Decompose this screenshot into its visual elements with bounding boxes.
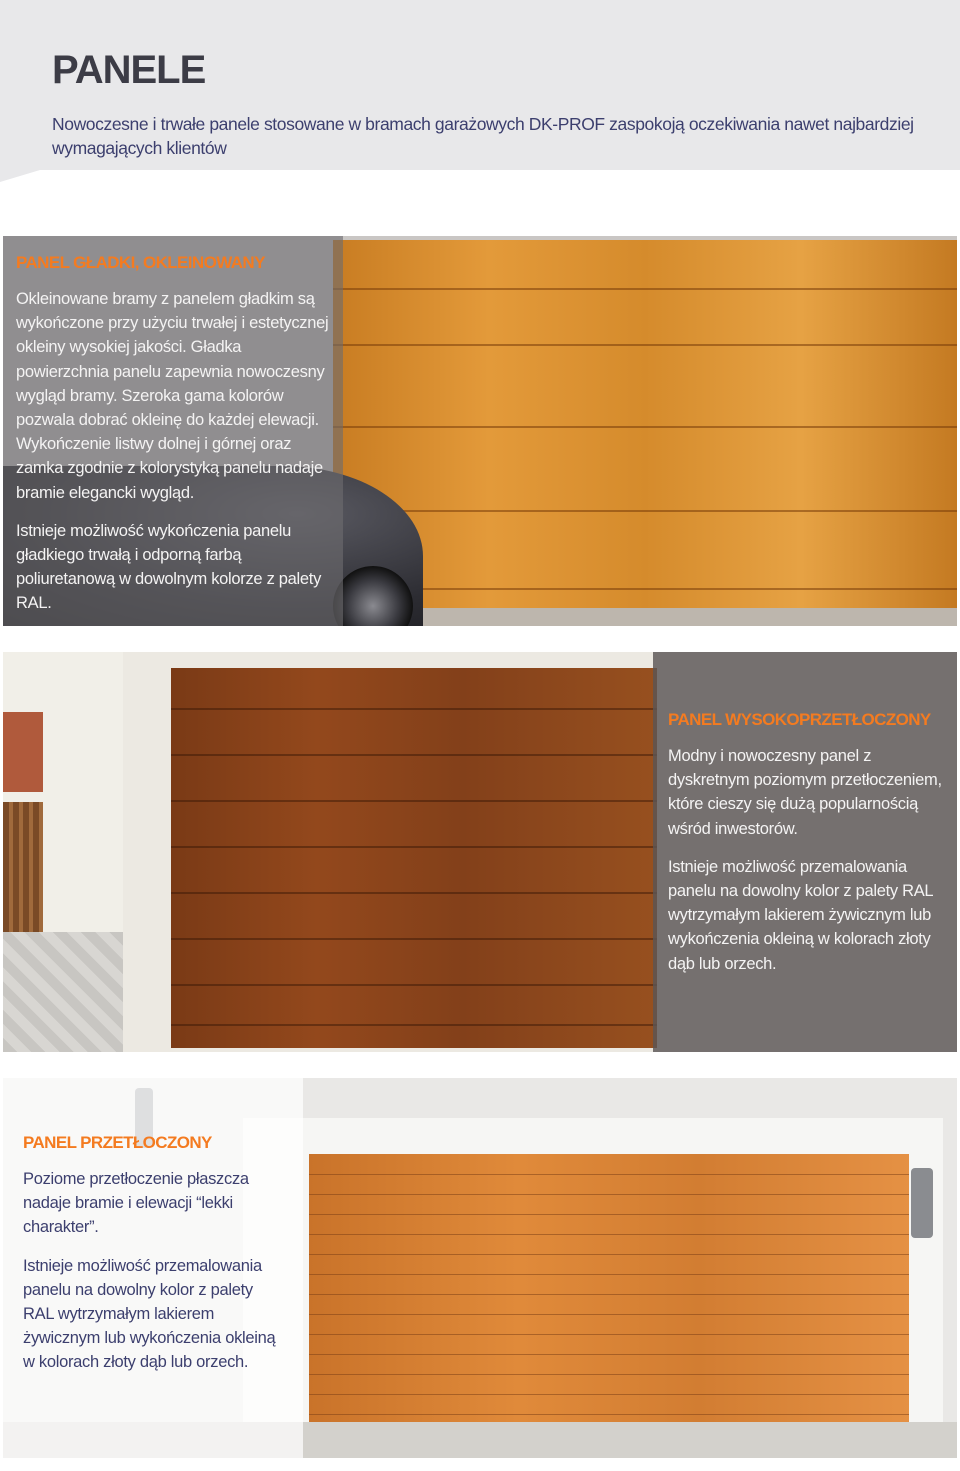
garage-door-walnut [171,668,657,1048]
page-title: PANELE [52,48,206,92]
section-paragraph: Istnieje możliwość przemalowania panelu na dowolny kolor z palety RAL wytrzymałym lakierem żywicznym lub wykończenia okleiną w kolorach złoty dąb lub orzech. [668,857,933,973]
section-heading: PANEL GŁADKI, OKLEINOWANY [16,253,265,272]
garage-door-golden-oak [309,1154,909,1458]
section-text-2 [668,710,950,990]
wall-lamp-icon [911,1168,933,1238]
section-paragraph: Istnieje możliwość wykończenia panelu gładkiego trwałą i odporną farbą poliuretanową w dowolnym kolorze z palety RAL. [16,521,322,613]
photo-ground [333,608,957,626]
section-text-3 [23,1133,283,1389]
section-heading: PANEL WYSOKOPRZETŁOCZONY [668,710,931,729]
header-notch [0,170,40,182]
section-paragraph: Okleinowane bramy z panelem gładkim są wykończone przy użyciu trwałej i estetycznej okleiny wysokiej jakości. Gładka powierzchnia panelu zapewnia nowoczesny wygląd bramy. Szeroka gama kolorów pozwala dobrać okleinę do każdej elewacji. Wykończenie listwy dolnej i górnej oraz zamka zgodnie z kolorystyką panelu nadaje bramie elegancki wygląd. [16,290,329,502]
section-paragraph: Modny i nowoczesny panel z dyskretnym poziomym przetłoczeniem, które cieszy się dużą popularnością wśród inwestorów. [668,747,942,838]
section-paragraph: Istnieje możliwość przemalowania panelu na dowolny kolor z palety RAL wytrzymałym lakierem żywicznym lub wykończenia okleiną w kolorach złoty dąb lub orzech. [23,1256,276,1372]
section-heading: PANEL PRZETŁOCZONY [23,1133,212,1152]
intro-text: Nowoczesne i trwałe panele stosowane w bramach garażowych DK-PROF zaspokoją oczekiwania nawet najbardziej wymagających klientów [52,114,914,158]
section-paragraph: Poziome przetłoczenie płaszcza nadaje bramie i elewacji “lekki charakter”. [23,1170,249,1237]
section-text-1 [16,253,334,630]
photo-roof [3,712,43,792]
photo-fence [3,802,43,942]
garage-door-golden-oak [333,240,957,626]
